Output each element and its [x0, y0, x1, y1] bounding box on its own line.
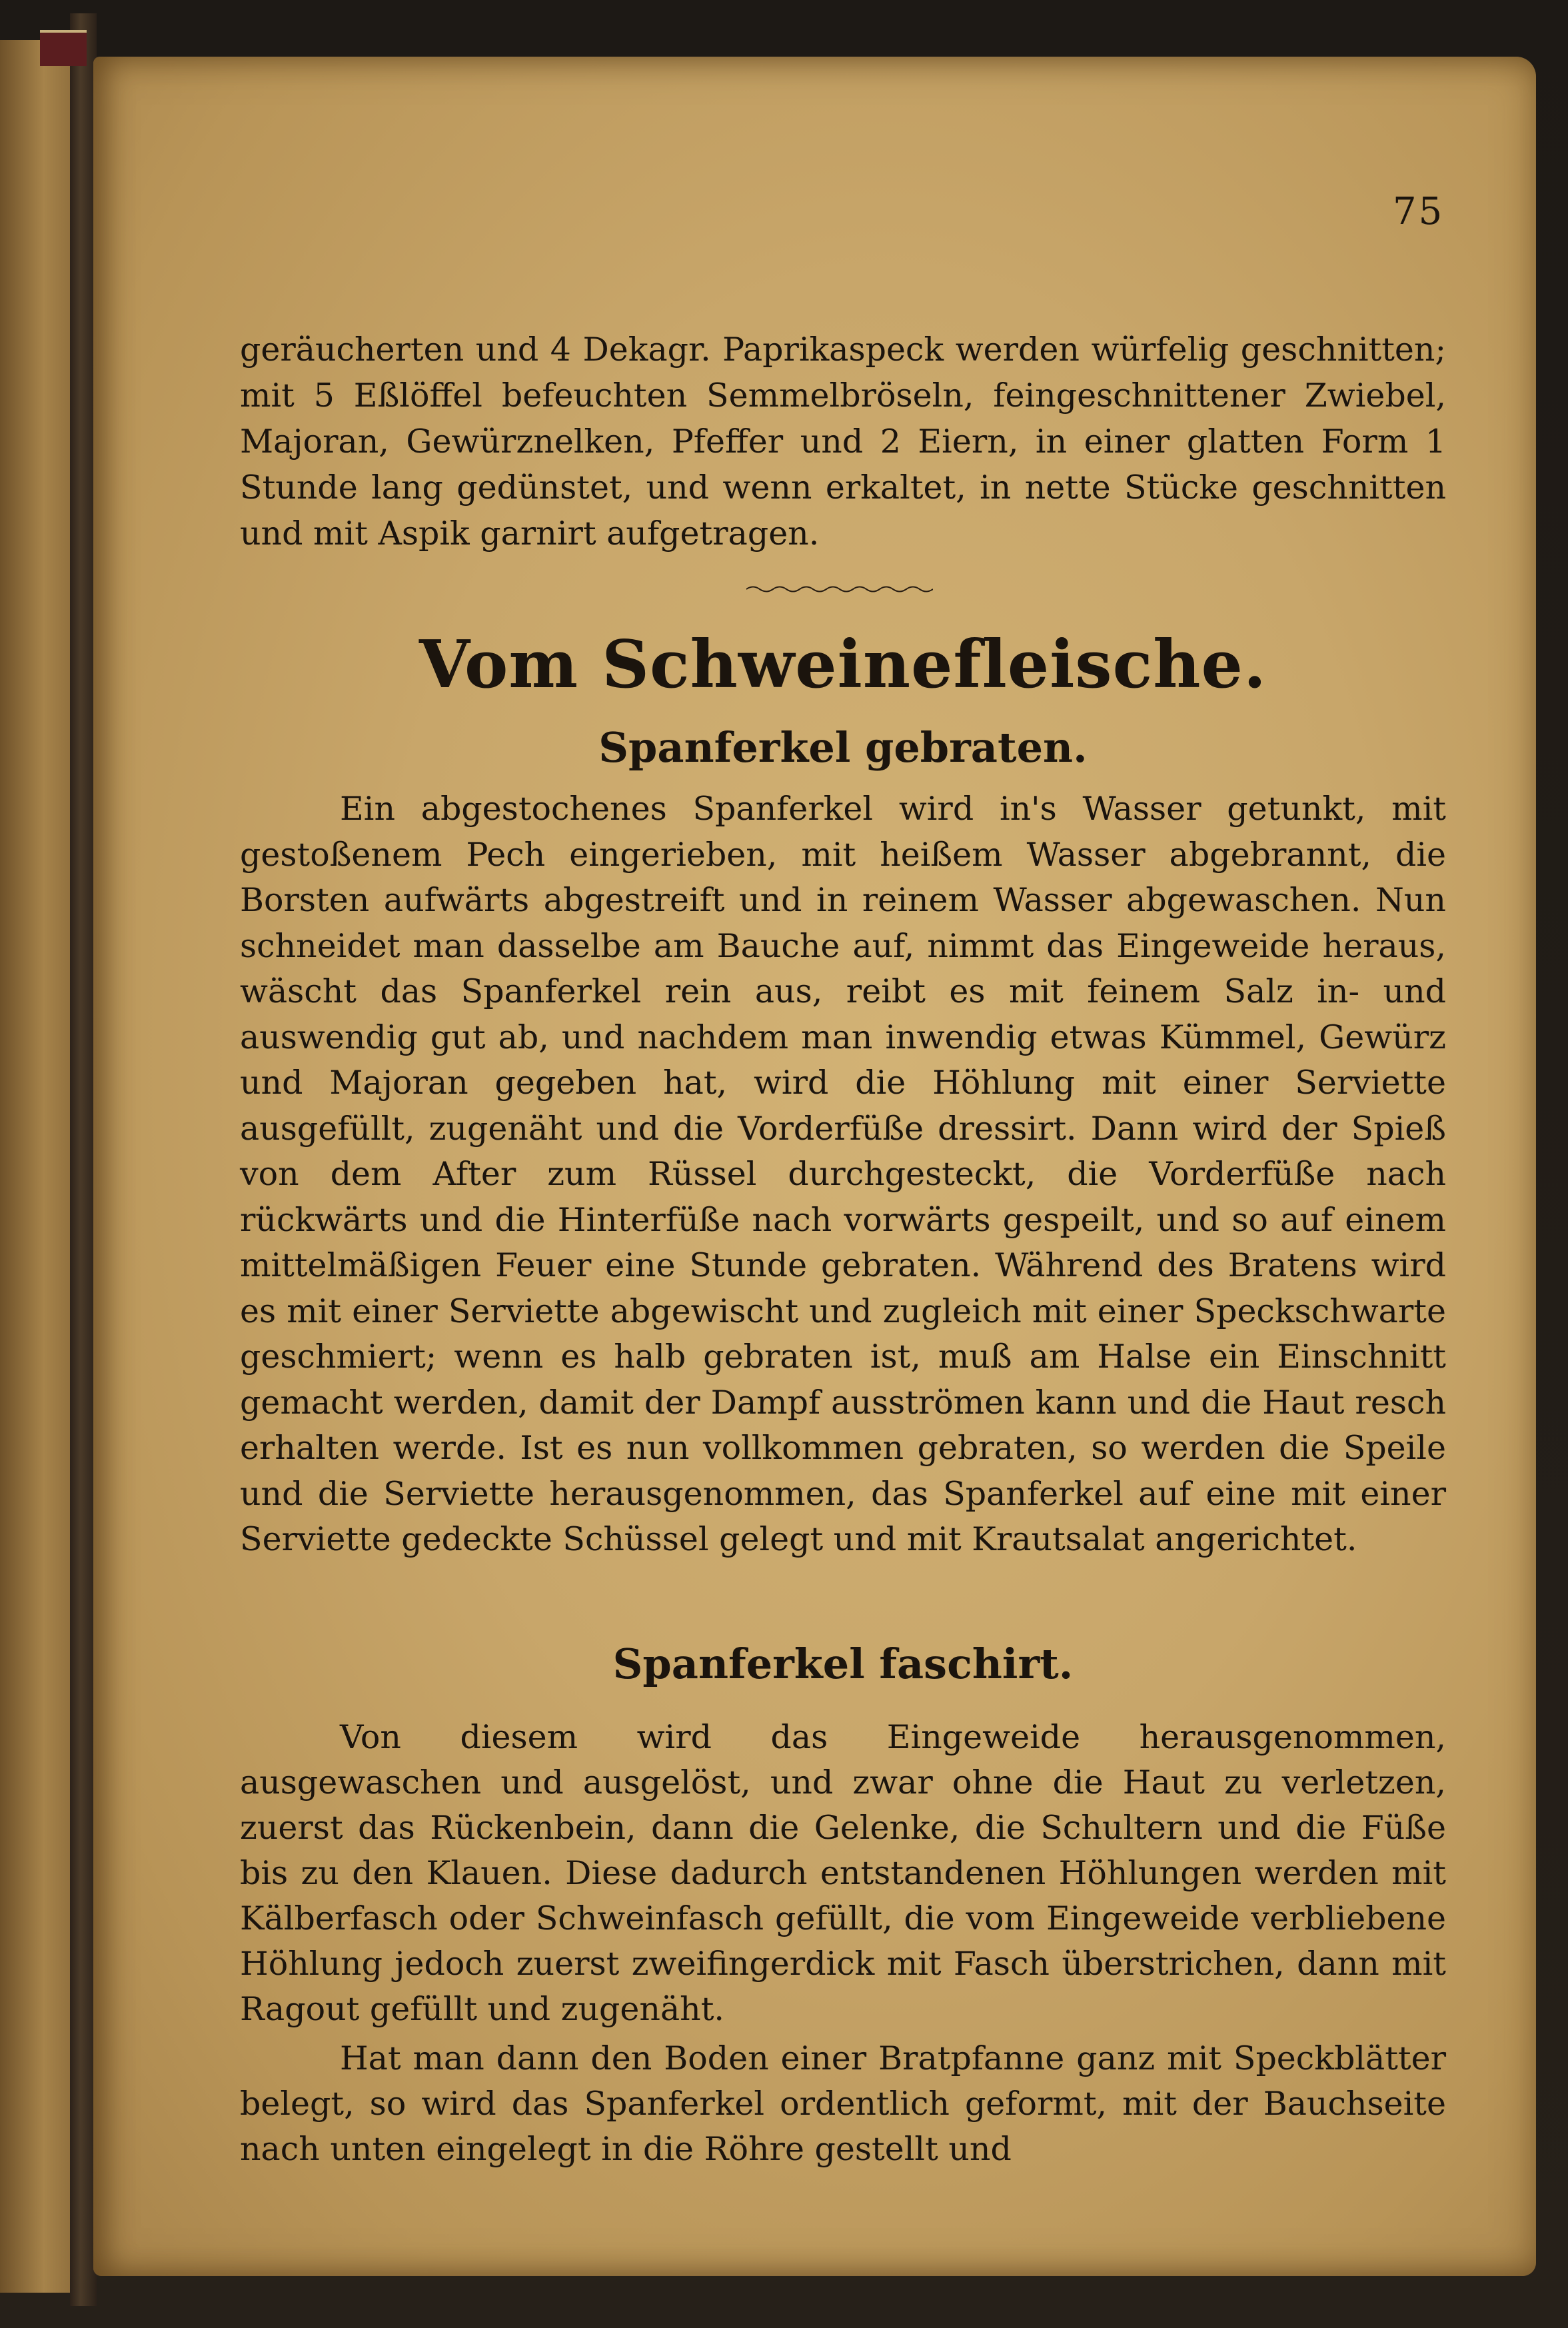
book-binding: [70, 13, 97, 2306]
page-number: 75: [1393, 190, 1445, 233]
chapter-title: Vom Schweinefleische.: [419, 626, 1267, 703]
section-paragraph-faschirt-1: Von diesem wird das Eingeweide herausgenommen, ausgewaschen und ausgelöst, und zwar ohne die Haut zu verletzen, zuerst das Rückenbein, dann die Gelenke, die Schultern und die Füße bis zu den Klauen. Diese dadurch entstandenen Höhlungen werden mit Kälberfasch oder Schweinfasch gefüllt, die vom Eingeweide verbliebene Höhlung jedoch zuerst zweifingerdick mit Fasch überstrichen, dann mit Ragout gefüllt und zugenäht.: [240, 1718, 1446, 2028]
section-title-spanferkel-faschirt: Spanferkel faschirt.: [612, 1640, 1074, 1688]
section-body-spanferkel-gebraten: Ein abgestochenes Spanferkel wird in's Wasser getunkt, mit gestoßenem Pech eingerieben, mit heißem Wasser abgebrannt, die Borsten aufwärts abgestreift und in reinem Wasser abgewaschen. Nun schneidet man dasselbe am Bauche auf, nimmt das Eingeweide heraus, wäscht das Spanferkel rein aus, reibt es mit feinem Salz in- und auswendig gut ab, und nachdem man inwendig etwas Kümmel, Gewürz und Majoran gegeben hat, wird die Höhlung mit einer Serviette ausgefüllt, zugenäht und die Vorderfüße dressirt. Dann wird der Spieß von dem After zum Rüssel durchgesteckt, die Vorderfüße nach rückwärts und die Hinterfüße nach vorwärts gespeilt, und so auf einem mittelmäßigen Feuer eine Stunde gebraten. Während des Bratens wird es mit einer Serviette abgewischt und zugleich mit einer Speckschwarte geschmiert; wenn es halb gebraten ist, muß am Halse ein Einschnitt gemacht werden, damit der Dampf ausströmen kann und die Haut resch erhalten werde. Ist es nun vollkommen gebraten, so werden die Speile und die Serviette herausgenommen, das Spanferkel auf eine mit einer Serviette gedeckte Schüssel gelegt und mit Krautsalat angerichtet.: [240, 790, 1446, 1558]
book-page: [93, 57, 1536, 2276]
bookmark-ribbon: [40, 30, 87, 66]
ornamental-divider: [746, 583, 933, 595]
section-paragraph-faschirt-2: Hat man dann den Boden einer Bratpfanne ganz mit Speckblätter belegt, so wird das Spanferkel ordentlich geformt, mit der Bauchseite nach unten eingelegt in die Röhre gestellt und: [240, 2039, 1446, 2168]
intro-paragraph: geräucherten und 4 Dekagr. Paprikaspeck werden würfelig geschnitten; mit 5 Eßlöffel befeuchten Semmelbröseln, feingeschnittener Zwiebel, Majoran, Gewürznelken, Pfeffer und 2 Eiern, in einer glatten Form 1 Stunde lang gedünstet, und wenn erkaltet, in nette Stücke geschnitten und mit Aspik garnirt aufgetragen.: [240, 331, 1446, 553]
section-title-spanferkel-gebraten: Spanferkel gebraten.: [598, 723, 1088, 772]
